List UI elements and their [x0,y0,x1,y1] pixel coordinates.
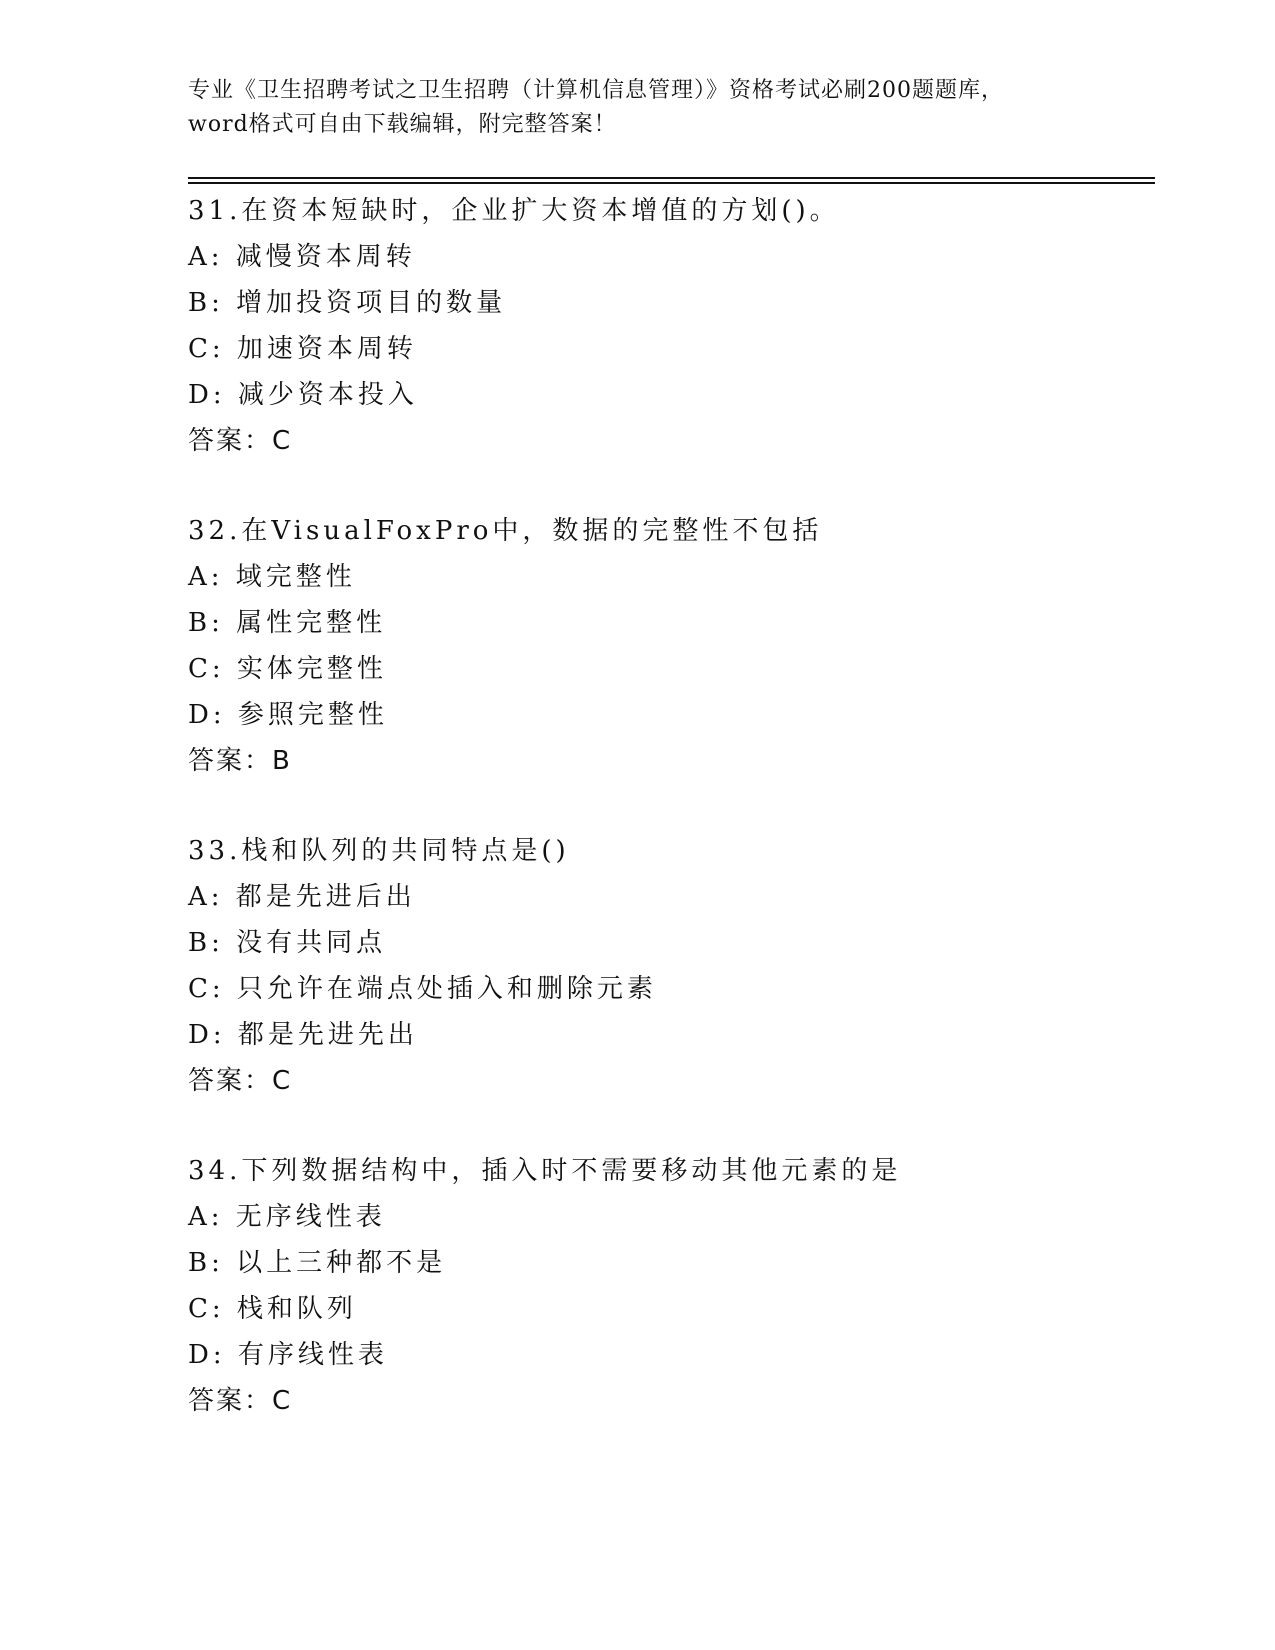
option-d: D: 减少资本投入 [188,380,418,410]
question-list [188,188,1155,1468]
header-line-1: 专业《卫生招聘考试之卫生招聘（计算机信息管理）》资格考试必刷200题题库， [188,78,1004,103]
answer-label: 答案：C [188,426,293,456]
option-d: D: 参照完整性 [188,700,388,730]
header-line-2: word格式可自由下载编辑，附完整答案！ [188,112,617,137]
option-a: A: 无序线性表 [188,1202,386,1232]
option-d: D: 有序线性表 [188,1340,388,1370]
option-b: B: 增加投资项目的数量 [188,288,507,318]
option-a: A: 域完整性 [188,562,356,592]
answer-label: 答案：C [188,1066,293,1096]
option-c: C: 实体完整性 [188,654,387,684]
header-divider-bottom [188,182,1155,184]
question-34 [188,1148,1155,1468]
header-divider-top [188,177,1155,179]
option-c: C: 只允许在端点处插入和删除元素 [188,974,657,1004]
option-b: B: 以上三种都不是 [188,1248,447,1278]
option-b: B: 属性完整性 [188,608,387,638]
option-d: D: 都是先进先出 [188,1020,418,1050]
question-stem: 34.下列数据结构中，插入时不需要移动其他元素的是 [188,1156,902,1186]
answer-label: 答案：B [188,746,292,776]
option-a: A: 都是先进后出 [188,882,416,912]
question-stem: 33.栈和队列的共同特点是() [188,836,570,866]
answer-label: 答案：C [188,1386,293,1416]
question-32 [188,508,1155,828]
option-c: C: 加速资本周转 [188,334,417,364]
option-c: C: 栈和队列 [188,1294,357,1324]
question-33 [188,828,1155,1148]
question-31 [188,188,1155,508]
option-b: B: 没有共同点 [188,928,387,958]
question-stem: 31.在资本短缺时，企业扩大资本增值的方划()。 [188,196,840,226]
question-stem: 32.在VisualFoxPro中，数据的完整性不包括 [188,516,823,546]
document-header [188,74,1088,142]
option-a: A: 减慢资本周转 [188,242,416,272]
